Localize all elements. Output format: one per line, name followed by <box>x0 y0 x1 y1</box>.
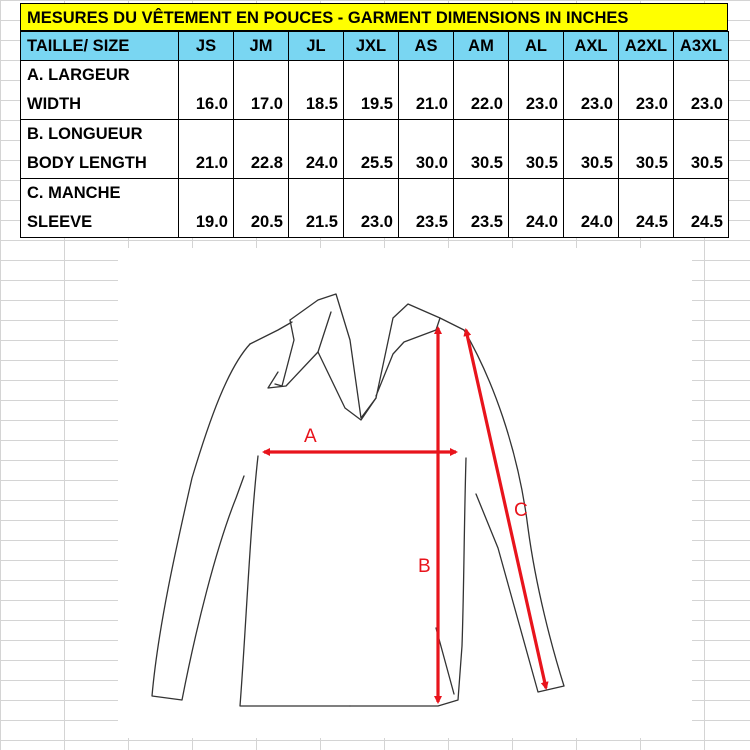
left-shoulder <box>250 322 292 344</box>
table-cell: 19.0 <box>179 179 234 238</box>
table-cell: 24.0 <box>564 179 619 238</box>
table-cell: 24.0 <box>289 120 344 179</box>
table-cell: 22.8 <box>234 120 289 179</box>
label-b: B <box>418 556 431 577</box>
size-header: A3XL <box>674 32 729 61</box>
table-cell: 22.0 <box>454 61 509 120</box>
table-cell: 19.5 <box>344 61 399 120</box>
table-cell: 23.0 <box>344 179 399 238</box>
table-cell: 30.5 <box>454 120 509 179</box>
size-header: AS <box>399 32 454 61</box>
left-body <box>240 456 350 706</box>
table-cell: 20.5 <box>234 179 289 238</box>
size-header: AM <box>454 32 509 61</box>
row-label-fr: C. MANCHE <box>27 184 121 202</box>
table-cell: 24.5 <box>619 179 674 238</box>
table-cell: 30.0 <box>399 120 454 179</box>
table-row-sleeve <box>21 179 729 238</box>
size-header: AL <box>509 32 564 61</box>
row-label-fr: A. LARGEUR <box>27 66 130 84</box>
table-cell: 23.0 <box>674 61 729 120</box>
table-cell: 24.5 <box>674 179 729 238</box>
table-cell: 23.5 <box>399 179 454 238</box>
table-cell: 21.0 <box>179 120 234 179</box>
table-cell: 18.5 <box>289 61 344 120</box>
table-cell: 16.0 <box>179 61 234 120</box>
table-cell: 30.5 <box>674 120 729 179</box>
page-title: MESURES DU VÊTEMENT EN POUCES - GARMENT DIMENSIONS IN INCHES <box>20 3 728 31</box>
row-label-en: WIDTH <box>27 95 82 113</box>
size-header: JM <box>234 32 289 61</box>
table-cell: 21.0 <box>399 61 454 120</box>
row-label-en: SLEEVE <box>27 213 93 231</box>
left-sleeve <box>152 344 250 700</box>
table-cell: 30.5 <box>619 120 674 179</box>
arrow-c <box>466 330 546 688</box>
table-cell: 21.5 <box>289 179 344 238</box>
size-chart-table <box>20 31 729 238</box>
right-body <box>350 458 466 706</box>
table-cell: 23.0 <box>509 61 564 120</box>
size-header: JS <box>179 32 234 61</box>
garment-outline <box>152 294 564 706</box>
row-label <box>21 120 179 179</box>
table-row-body-length <box>21 120 729 179</box>
collar-left-inner <box>268 312 331 388</box>
collar <box>290 294 440 418</box>
size-header-label: TAILLE/ SIZE <box>21 32 179 61</box>
label-c: C <box>514 500 528 521</box>
table-cell: 23.5 <box>454 179 509 238</box>
table-cell: 30.5 <box>509 120 564 179</box>
v-neck <box>318 352 376 420</box>
row-label <box>21 61 179 120</box>
size-header: JXL <box>344 32 399 61</box>
table-cell: 23.0 <box>564 61 619 120</box>
measurement-arrows <box>264 328 546 702</box>
row-label <box>21 179 179 238</box>
table-cell: 24.0 <box>509 179 564 238</box>
garment-diagram <box>118 248 692 738</box>
table-cell: 23.0 <box>619 61 674 120</box>
table-row-width <box>21 61 729 120</box>
size-header: JL <box>289 32 344 61</box>
size-header: A2XL <box>619 32 674 61</box>
header-row <box>21 32 729 61</box>
table-cell: 25.5 <box>344 120 399 179</box>
row-label-en: BODY LENGTH <box>27 154 147 172</box>
table-cell: 30.5 <box>564 120 619 179</box>
row-label-fr: B. LONGUEUR <box>27 125 143 143</box>
right-shoulder <box>440 318 464 330</box>
table-cell: 17.0 <box>234 61 289 120</box>
label-a: A <box>304 426 317 447</box>
size-header: AXL <box>564 32 619 61</box>
garment-sketch <box>118 248 692 738</box>
